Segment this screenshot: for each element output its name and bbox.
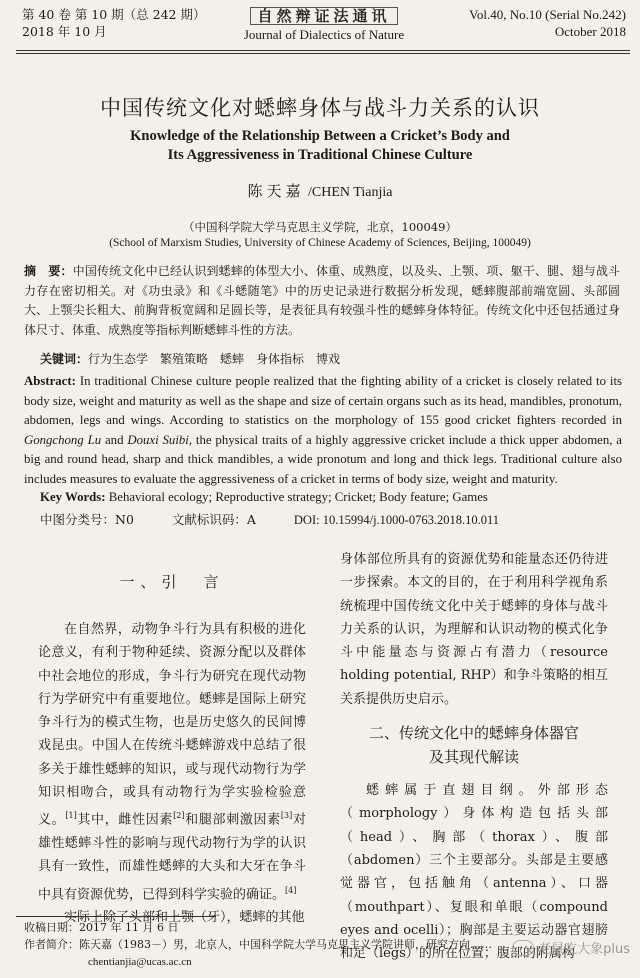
citation-1: [1] <box>65 811 77 821</box>
abstract-en-text-1: In traditional Chinese culture people realized that the fighting ability of a cricket is closely related to its body size, weight and maturity as well as the shape and size of certain organs such as its head, mandibles, pronotum, abdomen, legs and wings. According to statistics on the morphology of 155 good cricket fighters recorded in <box>24 374 622 428</box>
title-cn: 中国传统文化对蟋蟀身体与战斗力关系的认识 <box>100 96 540 120</box>
keywords-en-text: Behavioral ecology; Reproductive strategy; Cricket; Body feature; Games <box>105 490 488 504</box>
clc-number: 中图分类号：N0 <box>40 512 134 527</box>
section2-heading <box>340 721 608 769</box>
header-rule <box>16 50 630 51</box>
author-cn: 陈天嘉 <box>247 182 305 200</box>
article-metadata <box>40 510 622 528</box>
citation-4: [4] <box>285 885 297 895</box>
abstract-en-text-2: , the physical traits of a highly aggressive cricket include a thick upper abdomen, a big and round head, sharp and thick mandibles, a wide pronotum and long and thick legs. Traditional culture also includes measures to evaluate the aggressiveness of a cricket in terms of body size, weight and maturity. <box>24 432 622 486</box>
abstract-en-label: Abstract: <box>24 374 76 388</box>
wechat-icon <box>512 940 534 956</box>
author-en: /CHEN Tianjia <box>304 185 393 200</box>
issue-info-en <box>469 6 626 40</box>
abstract-cn-label: 摘 要： <box>24 264 73 278</box>
footnote-rule <box>16 916 216 917</box>
volume-line: 第 40 卷 第 10 期（总 242 期） <box>22 7 206 22</box>
watermark <box>512 938 630 957</box>
book-title-1: Gongchong Lu <box>24 432 102 447</box>
journal-header <box>22 6 626 50</box>
affiliation-cn: （中国科学院大学马克思主义学院，北京，100049） <box>183 220 457 234</box>
watermark-text: 老鼠吃大象plus <box>538 942 630 957</box>
date-line-en: October 2018 <box>554 24 626 39</box>
section2-paragraph: 蟋蟀属于直翅目纲。外部形态（morphology）身体构造包括头部（head）、胸部（thorax）、腹部（abdomen）三个主要部分。头部是主要感觉器官，包括触角（antenna）、口器（mouthpart）、复眼和单眼（compound eyes and ocelli）；胸部是主要运动器官翅膀和足（legs）的所在位置；腹部的附属构 <box>340 783 608 962</box>
right-column <box>340 548 608 965</box>
section2-heading-line1: 二、传统文化中的蟋蟀身体器官 <box>368 724 579 743</box>
header-rule-2 <box>16 53 630 54</box>
volume-line-en: Vol.40, No.10 (Serial No.242) <box>469 7 626 22</box>
section1-heading: 一、引 言 <box>119 573 225 591</box>
keywords-cn-text: 行为生态学 繁殖策略 蟋蟀 身体指标 博戏 <box>88 352 341 366</box>
doi: DOI: 10.15994/j.1000-0763.2018.10.011 <box>293 513 499 527</box>
section2-heading-line2: 及其现代解读 <box>428 748 519 767</box>
affiliation-en: (School of Marxism Studies, University of Chinese Academy of Sciences, Beijing, 100049) <box>109 237 531 249</box>
abstract-en <box>24 372 622 490</box>
citation-3: [3] <box>280 811 293 821</box>
document-code: 文献标识码：A <box>171 512 256 527</box>
para1-text-a: 在自然界，动物争斗行为具有积极的进化论意义，有利于物种延续、资源分配以及群体中社会地位的形成，争斗行为研究在现代动物行为学研究中有重要地位。蟋蟀是国际上研究争斗行为的模式生物，也是历史悠久的民间博戏昆虫。中国人在传统斗蟋蟀游戏中总结了很多关于雄性蟋蟀的知识，或与现代动物行为学知识相吻合，或具有动物行为学实验检验意义。 <box>38 622 306 828</box>
title-en <box>0 127 640 165</box>
book-title-2: Douxi Suibi <box>127 432 189 447</box>
date-line: 2018 年 10 月 <box>22 24 107 39</box>
journal-name-cn: 自然辩证法通讯 <box>250 7 397 25</box>
section1-paragraph2: 实际上除了头部和上颚（牙），蟋蟀的其他 <box>64 910 305 926</box>
keywords-en-label: Key Words: <box>40 490 106 504</box>
para1-text-c: 和腿部刺激因素 <box>184 812 281 828</box>
author-email: chentianjia@ucas.ac.cn <box>88 956 192 968</box>
title-en-line2: Its Aggressiveness in Traditional Chinese Culture <box>167 147 473 163</box>
para1-text-b: 其中，雌性因素 <box>76 812 174 828</box>
received-date: 收稿日期：2017 年 11 月 6 日 <box>24 921 179 934</box>
keywords-cn <box>40 350 620 367</box>
abstract-en-and: and <box>101 432 128 447</box>
keywords-cn-label: 关键词： <box>40 352 89 366</box>
left-column <box>38 548 306 930</box>
citation-2: [2] <box>173 811 185 821</box>
journal-name-en: Journal of Dialectics of Nature <box>243 27 405 42</box>
title-en-line1: Knowledge of the Relationship Between a Cricket’s Body and <box>130 128 510 144</box>
right-continued-paragraph: 身体部位所具有的资源优势和能量态还仍待进一步探索。本文的目的，在于利用科学视角系统梳理中国传统文化中关于蟋蟀的身体与战斗力关系的认识，为理解和认识动物的模式化争斗中能量态与资源占有潜力（resource holding potential, RHP）和争斗策略的相互关系提供历史启示。 <box>340 552 608 707</box>
author <box>0 180 640 201</box>
abstract-cn-text: 中国传统文化中已经认识到蟋蟀的体型大小、体重、成熟度，以及头、上颚、项、躯干、腿、翅与战斗力存在密切相关。对《功虫录》和《斗蟋随笔》中的历史记录进行数据分析发现，蟋蟀腹部前端宽圆、头部圆大、上颚尖长粗大、前胸背板宽阔和足圆长等，是表征具有较强斗性的蟋蟀身体特征。传统文化中还包括通过身体尺寸、体重、成熟度等指标判断蟋蟀斗性的方法。 <box>24 264 620 337</box>
para1-text-d: 对雄性蟋蟀斗性的影响与现代动物行为学的认识具有一致性，而雄性蟋蟀的大头和大牙在争斗中具有资源优势，已得到科学实验的确证。 <box>38 812 306 902</box>
author-bio: 作者简介：陈天嘉（1983－）男，北京人，中国科学院大学马克思主义学院讲师，研究方向…… <box>24 938 492 951</box>
keywords-en <box>40 490 622 505</box>
abstract-cn <box>24 262 620 340</box>
section1-paragraph1 <box>38 618 306 906</box>
